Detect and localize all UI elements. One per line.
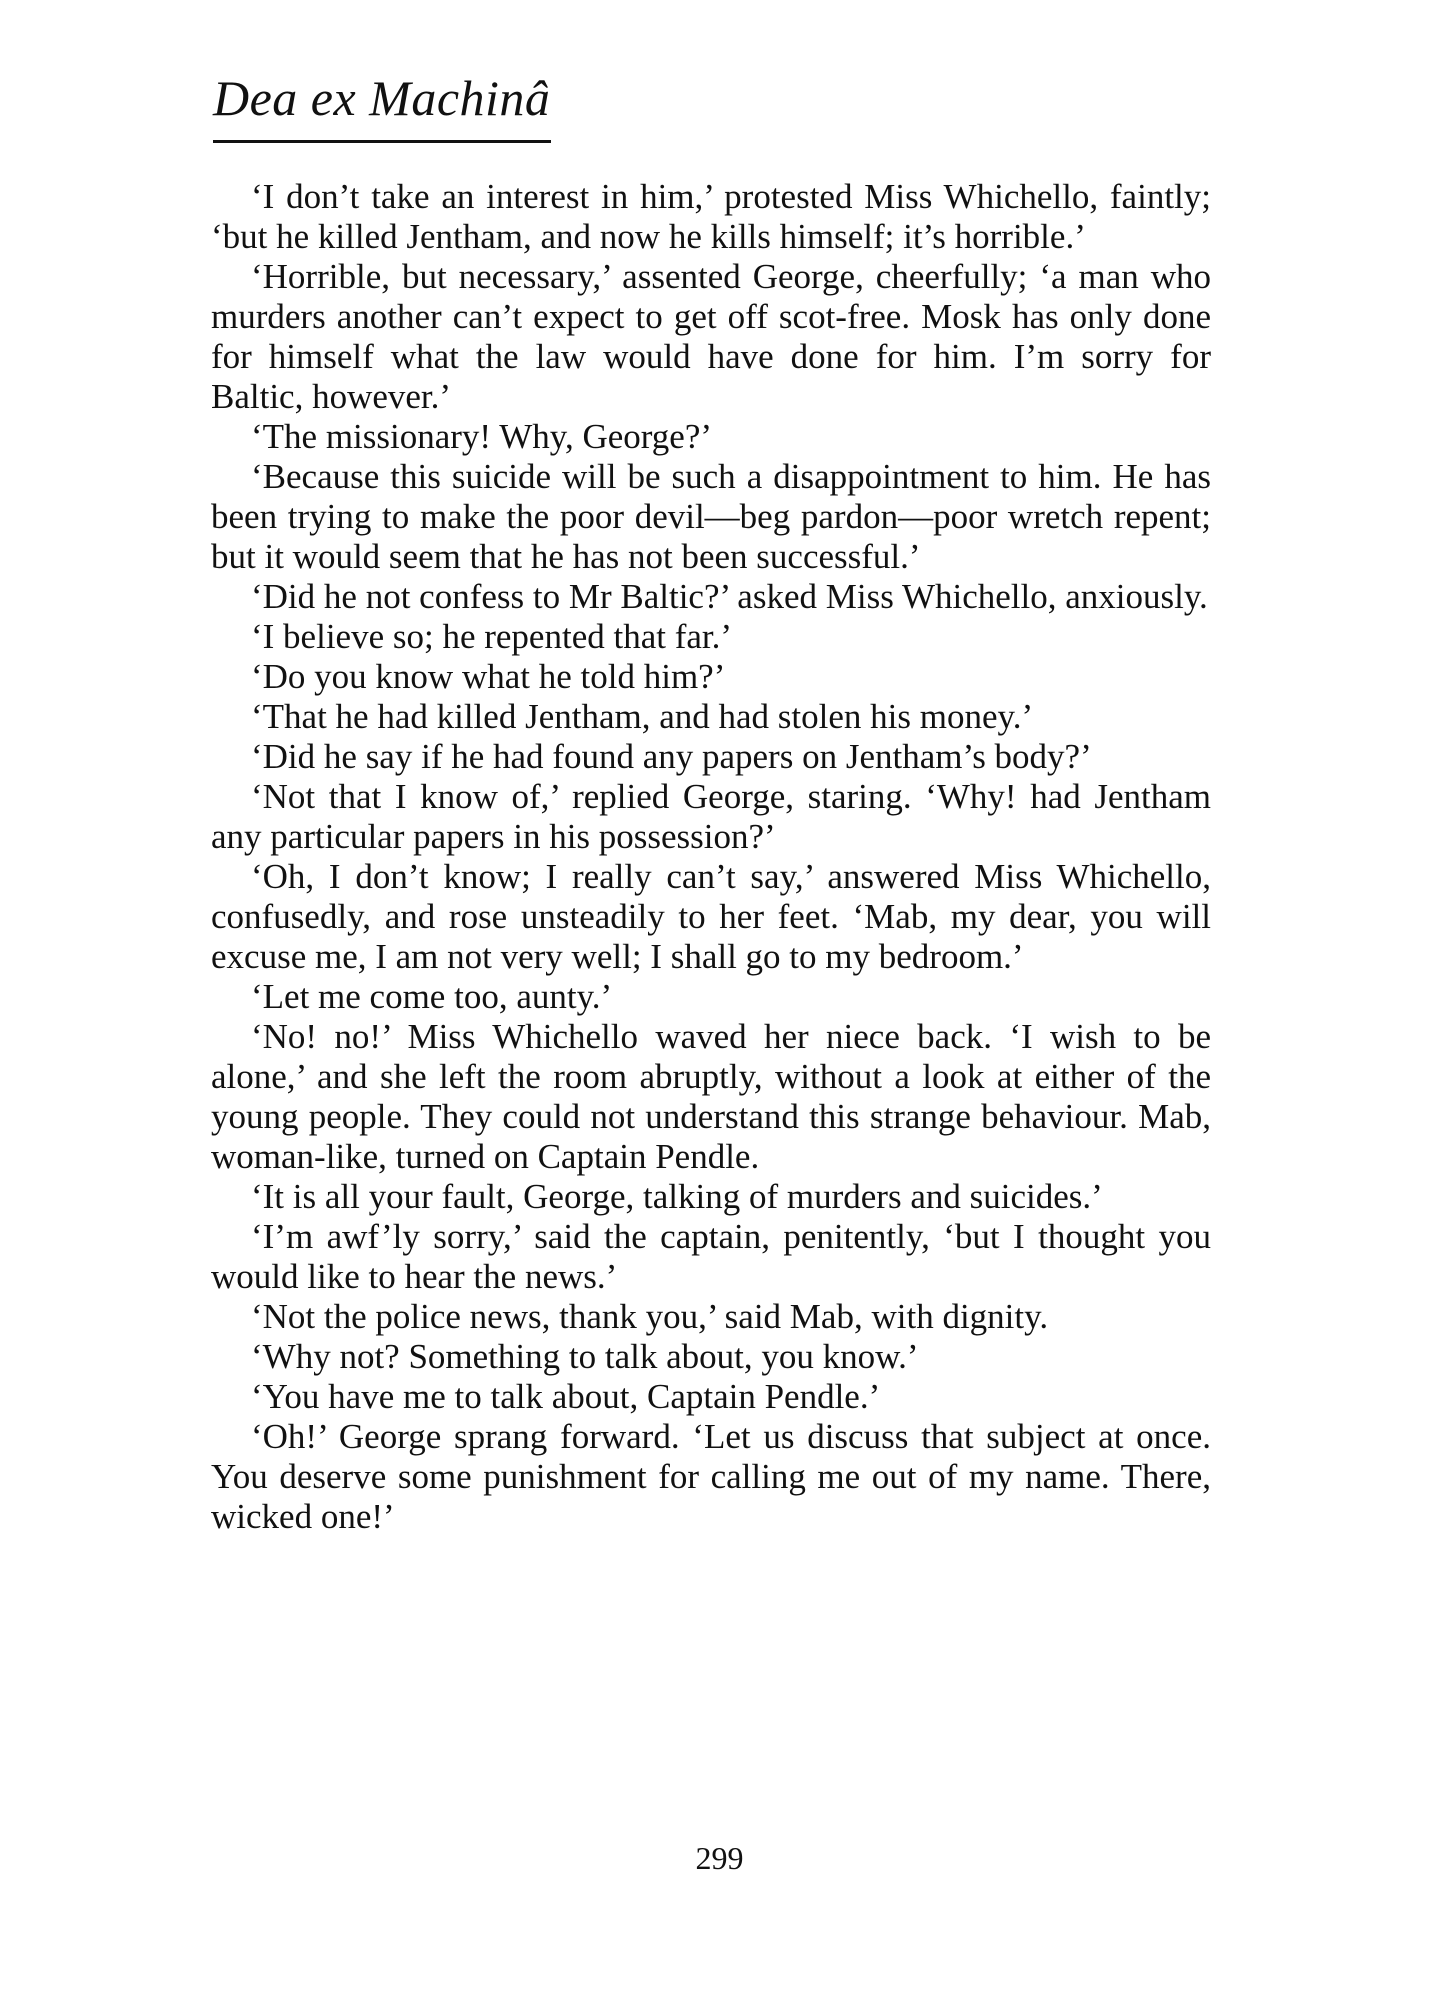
paragraph: ‘Oh, I don’t know; I really can’t say,’ answered Miss Whichello, confusedly, and rose unsteadily to her feet. ‘Mab, my dear, you will excuse me, I am not very well; I shall go to my bedroom.’ [211,857,1211,976]
paragraph: ‘Because this suicide will be such a disappointment to him. He has been trying to make the poor devil—beg pardon—poor wretch repent; but it would seem that he has not been successful.’ [211,457,1211,576]
paragraph: ‘I don’t take an interest in him,’ protested Miss Whichello, faintly; ‘but he killed Jentham, and now he kills himself; it’s horrible.’ [211,177,1211,256]
paragraph: ‘Horrible, but necessary,’ assented George, cheerfully; ‘a man who murders another can’t expect to get off scot-free. Mosk has only done for himself what the law would have done for him. I’m sorry for Baltic, however.’ [211,257,1211,416]
header-rule [213,140,551,143]
paragraph: ‘Do you know what he told him?’ [251,657,726,696]
body-text [211,177,1211,1537]
paragraph: ‘It is all your fault, George, talking of murders and suicides.’ [251,1177,1103,1216]
page-number: 299 [695,1840,744,1876]
paragraph: ‘Why not? Something to talk about, you know.’ [251,1337,919,1376]
paragraph: ‘Not the police news, thank you,’ said Mab, with dignity. [251,1297,1049,1336]
paragraph: ‘I’m awf’ly sorry,’ said the captain, penitently, ‘but I thought you would like to hear the news.’ [211,1217,1211,1296]
paragraph: ‘Did he not confess to Mr Baltic?’ asked Miss Whichello, anxiously. [251,577,1208,616]
paragraph: ‘No! no!’ Miss Whichello waved her niece back. ‘I wish to be alone,’ and she left the room abruptly, without a look at either of the young people. They could not understand this strange behaviour. Mab, woman-like, turned on Captain Pendle. [211,1017,1211,1176]
paragraph: ‘The missionary! Why, George?’ [251,417,713,456]
paragraph: ‘That he had killed Jentham, and had stolen his money.’ [251,697,1034,736]
paragraph: ‘You have me to talk about, Captain Pendle.’ [251,1377,881,1416]
paragraph: ‘Did he say if he had found any papers on Jentham’s body?’ [251,737,1092,776]
paragraph: ‘Not that I know of,’ replied George, staring. ‘Why! had Jentham any particular papers in his possession?’ [211,777,1211,856]
running-head: Dea ex Machinâ [213,70,551,126]
paragraph: ‘Oh!’ George sprang forward. ‘Let us discuss that subject at once. You deserve some punishment for calling me out of my name. There, wicked one!’ [211,1417,1211,1536]
paragraph: ‘I believe so; he repented that far.’ [251,617,733,656]
paragraph: ‘Let me come too, aunty.’ [251,977,613,1016]
